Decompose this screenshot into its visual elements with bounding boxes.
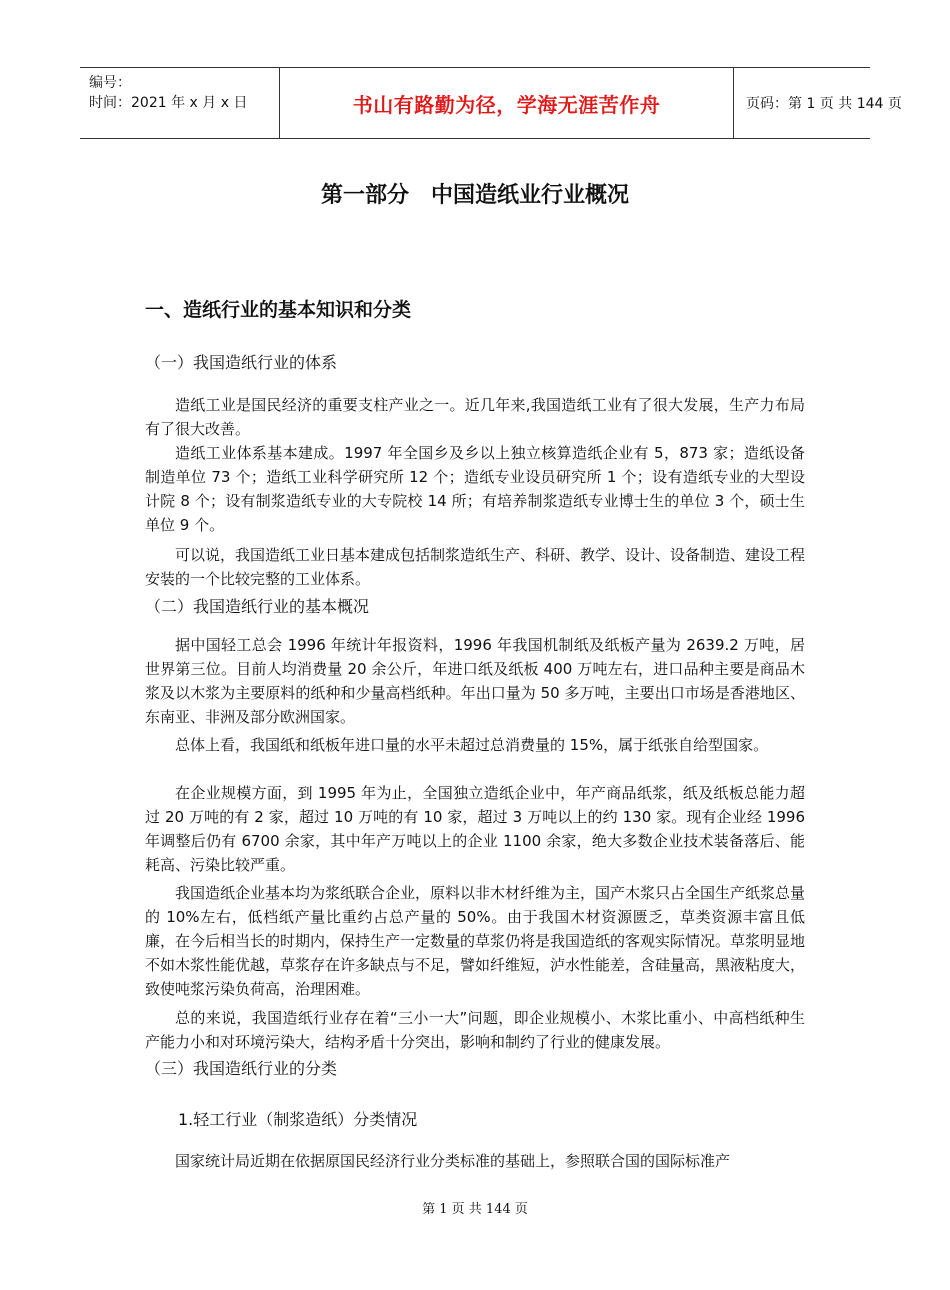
paragraph: 总体上看，我国纸和纸板年进口量的水平未超过总消费量的 15%，属于纸张自给型国家。	[175, 736, 769, 754]
slogan: 书山有路勤为径，学海无涯苦作舟	[352, 92, 661, 117]
paragraph: 我国造纸企业基本均为浆纸联合企业，原料以非木材纤维为主，国产木浆只占全国生产纸浆总量的 10%左右，低档纸产量比重约占总产量的 50%。由于我国木材资源匮乏，草类资源丰富且低廉，在今后相当长的时期内，保持生产一定数量的草浆仍将是我国造纸的客观实际情况。草浆明显地不如木浆性能优越，草浆存在许多缺点与不足，譬如纤维短，泸水性能差，含硅量高，黑液粘度大，致使吨浆污染负荷高，治理困难。	[145, 884, 806, 998]
date-line: 时间：2021 年 x 月 x 日	[89, 95, 248, 111]
paragraph: 可以说，我国造纸工业日基本建成包括制浆造纸生产、科研、教学、设计、设备制造、建设工程安装的一个比较完整的工业体系。	[145, 546, 806, 588]
paragraph: 在企业规模方面，到 1995 年为止，全国独立造纸企业中，年产商品纸浆，纸及纸板总能力超过 20 万吨的有 2 家，超过 10 万吨的有 10 家，超过 3 万吨以上的约 130 家。现有企业经 1996 年调整后仍有 6700 余家，其中年产万吨以上的企业 1100 余家，绝大多数企业技术装备落后、能耗高、污染比较严重。	[145, 784, 805, 874]
paragraph: 国家统计局近期在依据原国民经济行业分类标准的基础上，参照联合国的国际标准产	[175, 1152, 731, 1170]
sub1-title: （一）我国造纸行业的体系	[145, 353, 338, 372]
header-table	[80, 67, 902, 139]
sub3-title: （三）我国造纸行业的分类	[145, 1059, 338, 1078]
number-label: 编号：	[89, 75, 131, 91]
sub3-item: 1.轻工行业（制浆造纸）分类情况	[178, 1110, 418, 1129]
section1-title: 一、造纸行业的基本知识和分类	[145, 299, 412, 321]
paragraph: 造纸工业体系基本建成。1997 年全国乡及乡以上独立核算造纸企业有 5，873 家；造纸设备制造单位 73 个；造纸工业科学研究所 12 个；造纸专业设员研究所 1 个；设有造纸专业的大型设计院 8 个；设有制浆造纸专业的大专院校 14 所；有培养制浆造纸专业博士生的单位 3 个，硕士生单位 9 个。	[145, 444, 805, 534]
header-meta-cell	[80, 68, 280, 138]
header-page-cell	[734, 68, 902, 138]
page-footer: 第 1 页 共 144 页	[422, 1202, 528, 1217]
paragraph: 造纸工业是国民经济的重要支柱产业之一。近几年来,我国造纸工业有了很大发展，生产力布局有了很大改善。	[145, 396, 805, 438]
paragraph: 总的来说，我国造纸行业存在着“三小一大”问题，即企业规模小、木浆比重小、中高档纸种生产能力小和对环境污染大，结构矛盾十分突出，影响和制约了行业的健康发展。	[145, 1009, 805, 1051]
page-info: 页码：第 1 页 共 144 页	[746, 96, 902, 112]
sub2-title: （二）我国造纸行业的基本概况	[145, 597, 370, 616]
part-title: 第一部分 中国造纸业行业概况	[320, 183, 629, 208]
paragraph: 据中国轻工总会 1996 年统计年报资料，1996 年我国机制纸及纸板产量为 2639.2 万吨，居世界第三位。目前人均消费量 20 余公斤，年进口纸及纸板 400 万吨左右，进口品种主要是商品木浆及以木浆为主要原料的纸种和少量高档纸种。年出口量为 50 多万吨，主要出口市场是香港地区、东南亚、非洲及部分欧洲国家。	[145, 636, 805, 726]
header-slogan-cell	[280, 68, 734, 138]
